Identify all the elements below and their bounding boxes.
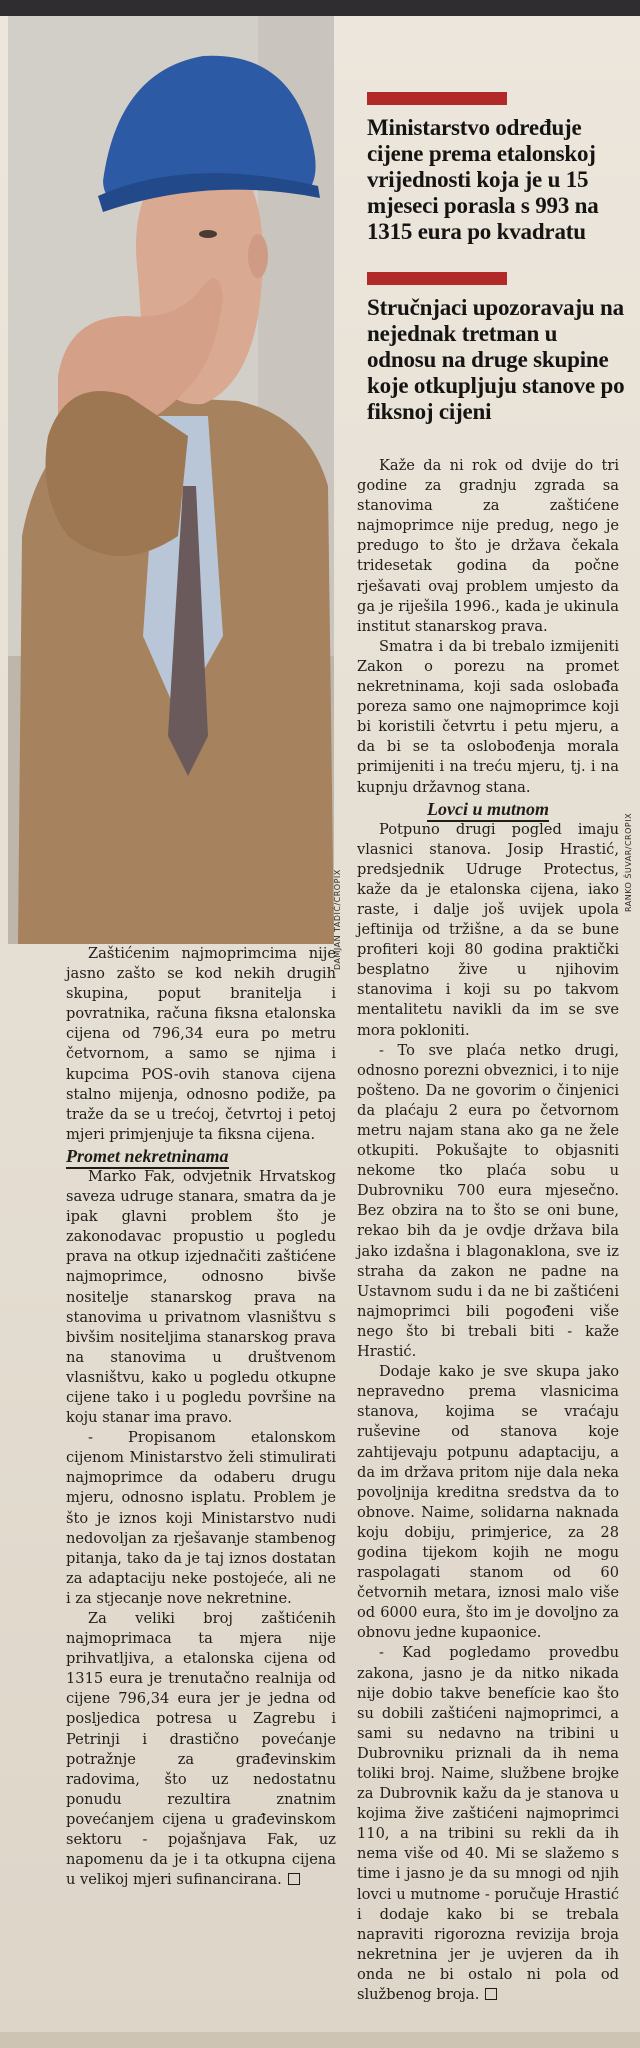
article-left-column: [66, 944, 336, 1890]
callout-text: Ministarstvo određuje cijene prema etalonskoj vrijednosti koja je u 15 mjeseci porasla s 993 na 1315 eura po kvadratu: [367, 115, 599, 244]
subheading-text: Lovci u mutnom: [427, 799, 549, 822]
callout-text: Stručnjaci upozoravaju na nejednak tretman u odnosu na druge skupine koje otkupljuju stanove po fiksnoj cijeni: [367, 295, 625, 424]
paragraph-final: [66, 1609, 336, 1890]
callout-red-bar: [367, 92, 507, 105]
photo-illustration: [8, 16, 334, 944]
paragraph-final: [357, 1643, 619, 2005]
paragraph: Marko Fak, odvjetnik Hrvatskog saveza udruge stanara, smatra da je ipak glavni problem što je zakonodavac propustio u pogledu prava na otkup izjednačiti zaštićene najmoprimce, odnosno bivše nositelje stanarskog prava na stanovima u privatnom vlasništvu s bivšim nositeljima stanarskog prava na stanovima u društvenom vlasništvu, kako u pogledu otkupne cijene tako i u pogledu površine na koju stanar ima pravo.: [66, 1167, 336, 1427]
paragraph-text: Za veliki broj zaštićenih najmoprimaca ta mjera nije prihvatljiva, a etalonska cijena od 1315 eura je trenutačno realnija od cijene 796,34 eura jer je jedna od posljedica potresa u Zagrebu i Petrinji i drastično povećanje potražnje za građevinskim radovima, što uz nedostatnu ponudu rezultira znatnim povećanjem cijena u građevinskom sektoru - pojašnjava Fak, uz napomenu da je i ta otkupna cijena u velikoj mjeri sufinancirana.: [66, 1610, 336, 1889]
subheading: [357, 798, 619, 820]
paragraph: Zaštićenim najmoprimcima nije jasno zašto se kod nekih drugih skupina, poput branitelja i povratnika, računa fiksna etalonska cijena od 796,34 eura po metru četvornom, a samo se njima i kupcima POS-ovih stanova cijena stalno mijenja, odnosno podiže, pa traže da se u trećoj, četvrtoj i petoj mjeri primjenjuje ta fiksna cijena.: [66, 945, 336, 1143]
article-photo: [8, 16, 334, 944]
callout-2: [367, 272, 629, 425]
end-mark-icon: [485, 1988, 497, 2000]
paragraph: Kaže da ni rok od dvije do tri godine za gradnju zgrada sa stanovima za zaštićene najmoprimce nije predug, nego je predugo to što je država čekala tridesetak godina da počne rješavati ovaj problem umjesto da ga je riješila 1996., kada je ukinula institut stanarskog prava.: [357, 457, 619, 635]
photo-credit-right: RANKO ŠUVAR/CROPIX: [624, 812, 633, 912]
bottom-edge: [0, 2032, 640, 2048]
paragraph: Dodaje kako je sve skupa jako nepravedno prema vlasnicima stanova, kojima se vraćaju ruševine od stanova koje zahtijevaju potpunu adaptaciju, a da im država pritom nije dala neka povoljnija kreditna sredstva da to obnove. Naime, solidarna naknada koju dobiju, primjerice, za 28 godina tijekom kojih ne mogu raspolagati stanom od 60 četvornih metara, iznosi malo više od 6000 eura, što im je dovoljno za obnovu jedne kupaonice.: [357, 1363, 619, 1642]
paragraph: - Propisanom etalonskom cijenom Ministarstvo želi stimulirati najmoprimce da odaberu drugu mjeru, odnosno isplatu. Problem je što je iznos koji Ministarstvo nudi nedovoljan za rješavanje stambenog pitanja, tako da je taj iznos dostatan za adaptaciju neke postojeće, ali ne i za stjecanje nove nekretnine.: [66, 1429, 336, 1607]
callout-1: [367, 92, 629, 245]
end-mark-icon: [288, 1873, 300, 1885]
paragraph: Potpuno drugi pogled imaju vlasnici stanova. Josip Hrastić, predsjednik Udruge Protectus, kaže da je etalonska cijena, iako raste, i dalje još uvijek upola jeftinija od tržišne, a da se bune profiteri koji 80 godina praktički besplatno žive u njihovim stanovima i koji su po takvom mentalitetu navikli da im se sve mora pokloniti.: [357, 820, 619, 1039]
subheading: [66, 1145, 336, 1167]
paragraph: Smatra i da bi trebalo izmijeniti Zakon o porezu na promet nekretninama, koji sada oslobađa poreza samo one najmoprimce koji bi koristili četvrtu i petu mjeru, a da bi se ta oslobođenja morala primijeniti i na treću mjeru, tj. i na kupnju državnog stana.: [357, 637, 619, 796]
top-edge: [0, 0, 640, 16]
article-right-column: [357, 456, 619, 2005]
paragraph: - To sve plaća netko drugi, odnosno porezni obveznici, i to nije pošteno. Da ne govorim o činjenici da plaćaju 2 eura po četvornom metru najam stana ako ga ne žele otkupiti. Pokušajte to objasniti nekome tko plaća sobu u Dubrovniku 700 eura mjesečno. Bez obzira na to što se oni bune, rekao bih da je ovdje država bila jako izdašna i blagonaklona, sve iz straha da zakon ne padne na Ustavnom sudu i da ne bi zaštićeni najmoprimci bili pogođeni više nego što bi trebali biti - kaže Hrastić.: [357, 1041, 619, 1361]
paragraph-text: - Kad pogledamo provedbu zakona, jasno je da nitko nikada nije dobio takve benefície kao što su dobili zaštićeni najmoprimci, a sami su nedavno na tribini u Dubrovniku priznali da ih nema toliki broj. Naime, službene brojke za Dubrovnik kažu da je stanova u kojima žive zaštićeni najmoprimci 110, a na tribini su rekli da ih nema više od 40. Mi se slažemo s time i jasno je da su mnogi od njih lovci u mutnome - poručuje Hrastić i dodaje kako bi se trebala napraviti rigorozna revizija broja nekretnina jer je uvjeren da ih onda ne bi ostalo ni pola od službenog broja.: [357, 1644, 619, 2004]
subheading-text: Promet nekretninama: [66, 1146, 229, 1169]
photo-credit-left: DAMJAN TADIĆ/CROPIX: [333, 869, 342, 970]
callout-red-bar: [367, 272, 507, 285]
